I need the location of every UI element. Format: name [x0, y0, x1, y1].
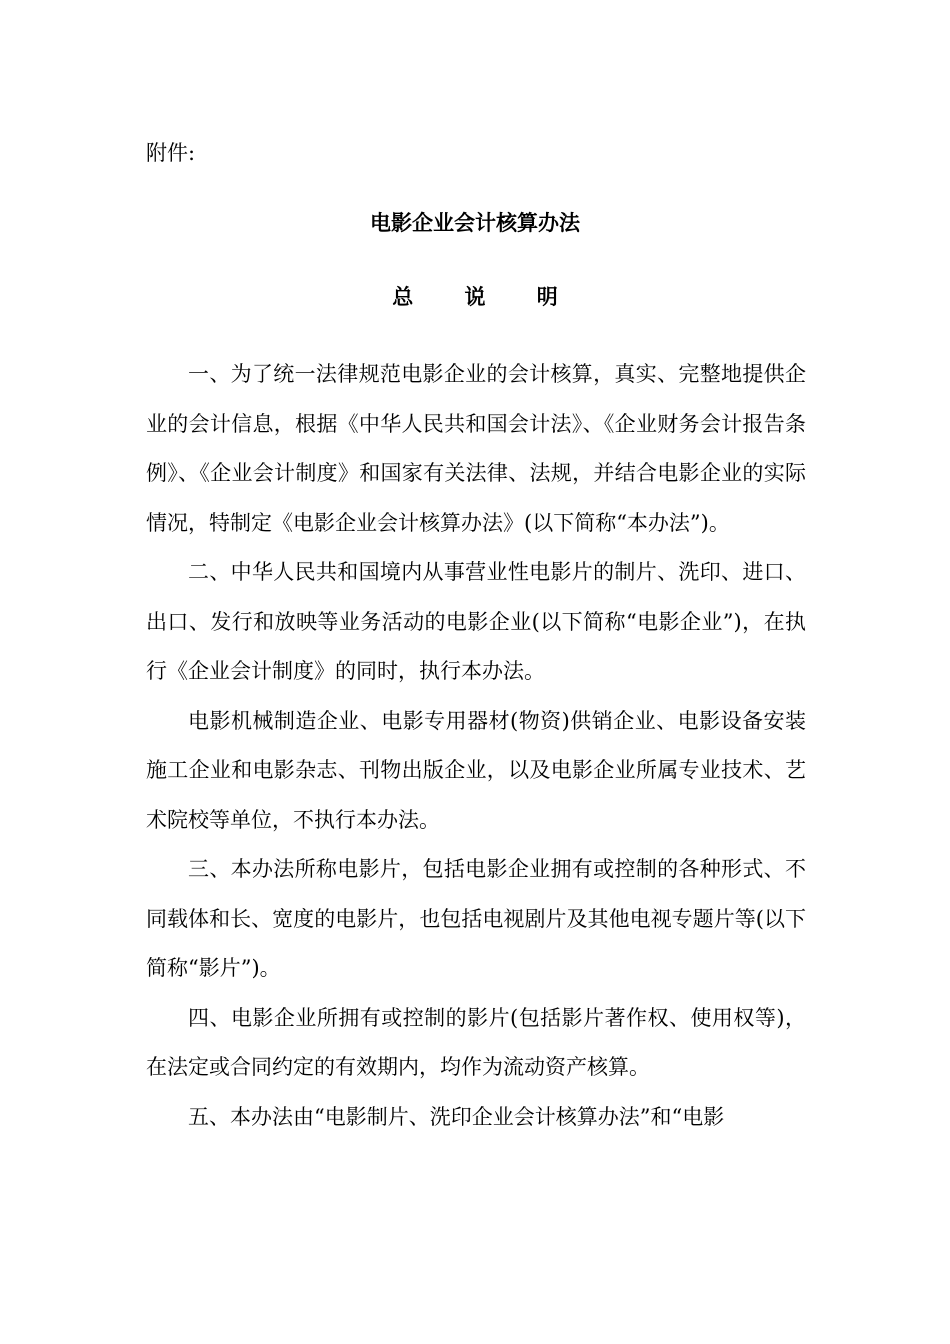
paragraph-2: 二、中华人民共和国境内从事营业性电影片的制片、洗印、进口、出口、发行和放映等业务活动的电影企业(以下简称“电影企业”)，在执行《企业会计制度》的同时，执行本办法。 — [146, 560, 806, 683]
section-heading: 总 说 明 — [392, 284, 580, 309]
paragraph-5: 四、电影企业所拥有或控制的影片(包括影片著作权、使用权等)，在法定或合同约定的有效期内，均作为流动资产核算。 — [146, 1005, 806, 1079]
document-title: 电影企业会计核算办法 — [370, 210, 580, 235]
paragraph-6: 五、本办法由“电影制片、洗印企业会计核算办法”和“电影 — [188, 1104, 725, 1129]
paragraph-4: 三、本办法所称电影片，包括电影企业拥有或控制的各种形式、不同载体和长、宽度的电影片，也包括电视剧片及其他电视专题片等(以下简称“影片”)。 — [146, 857, 806, 980]
document-body — [146, 350, 806, 1142]
attachment-label: 附件: — [146, 141, 196, 165]
paragraph-1: 一、为了统一法律规范电影企业的会计核算，真实、完整地提供企业的会计信息，根据《中华人民共和国会计法》、《企业财务会计报告条例》、《企业会计制度》和国家有关法律、法规，并结合电影企业的实际情况，特制定《电影企业会计核算办法》(以下简称“本办法”)。 — [146, 362, 806, 535]
paragraph-3: 电影机械制造企业、电影专用器材(物资)供销企业、电影设备安装施工企业和电影杂志、刊物出版企业，以及电影企业所属专业技术、艺术院校等单位，不执行本办法。 — [146, 708, 806, 832]
